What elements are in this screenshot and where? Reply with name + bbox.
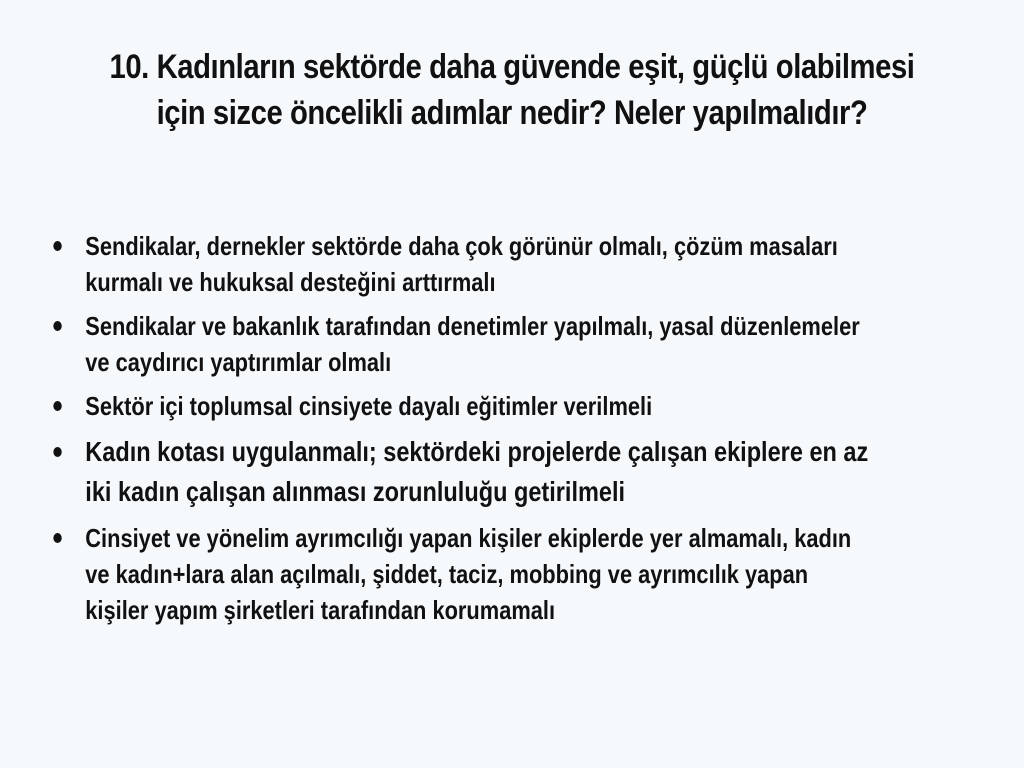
bullet-text-line: kurmalı ve hukuksal desteğini arttırmalı xyxy=(85,267,496,297)
bullet-text-line: ve kadın+lara alan açılmalı, şiddet, taciz, mobbing ve ayrımcılık yapan xyxy=(85,559,809,589)
bullet-dot-icon xyxy=(53,533,61,543)
bullet-item-inspections xyxy=(50,308,999,380)
bullet-item-discrimination xyxy=(50,520,999,628)
bullet-dot-icon xyxy=(53,241,61,251)
page-title xyxy=(89,44,935,136)
bullet-list xyxy=(50,228,999,636)
bullet-dot-icon xyxy=(53,401,61,411)
bullet-dot-icon xyxy=(53,321,61,331)
bullet-text-line: kişiler yapım şirketleri tarafından korumamalı xyxy=(85,595,556,625)
page-title-line-1: 10. Kadınların sektörde daha güvende eşit, güçlü olabilmesi xyxy=(109,48,915,86)
bullet-text-line: Cinsiyet ve yönelim ayrımcılığı yapan kişiler ekiplerde yer almamalı, kadın xyxy=(85,523,852,553)
page-title-line-2: için sizce öncelikli adımlar nedir? Neler yapılmalıdır? xyxy=(156,94,868,132)
bullet-text-line: Sektör içi toplumsal cinsiyete dayalı eğitimler verilmeli xyxy=(85,391,653,421)
bullet-dot-icon xyxy=(53,447,61,457)
bullet-item-quota xyxy=(50,432,999,512)
bullet-text-line: Sendikalar, dernekler sektörde daha çok görünür olmalı, çözüm masaları xyxy=(85,231,838,261)
bullet-text-line: ve caydırıcı yaptırımlar olmalı xyxy=(85,347,392,377)
bullet-text-line: Kadın kotası uygulanmalı; sektördeki projelerde çalışan ekiplere en az xyxy=(85,436,869,467)
bullet-text-line: iki kadın çalışan alınması zorunluluğu getirilmeli xyxy=(85,476,626,507)
bullet-text-line: Sendikalar ve bakanlık tarafından denetimler yapılmalı, yasal düzenlemeler xyxy=(85,311,860,341)
bullet-item-training xyxy=(50,388,999,424)
bullet-item-unions xyxy=(50,228,999,300)
